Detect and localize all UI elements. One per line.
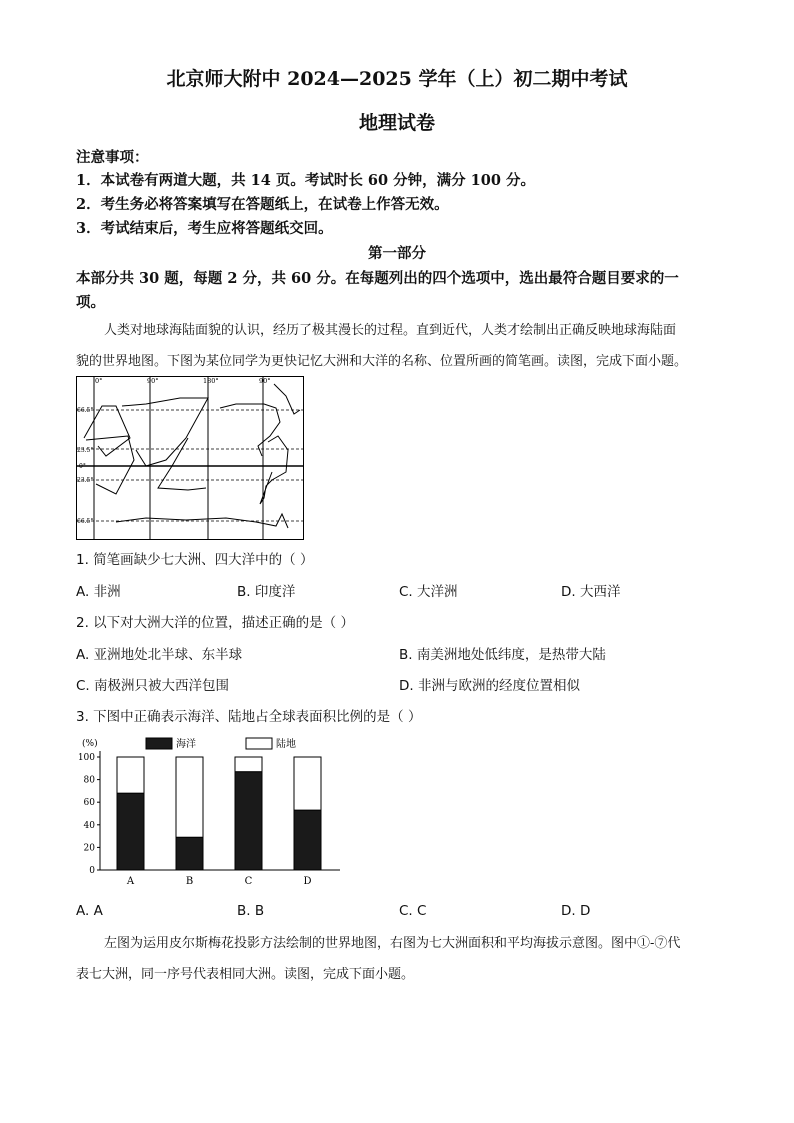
lon-label-90w: 90° xyxy=(259,377,271,385)
lon-label-90e: 90° xyxy=(147,377,159,385)
part1-instruction-line1: 本部分共 30 题，每题 2 分，共 60 分。在每题列出的四个选项中，选出最符合题目要求的一 xyxy=(76,270,679,287)
legend-swatch-1 xyxy=(246,738,272,749)
lon-label-180: 180° xyxy=(203,377,219,385)
y-tick-label-40: 40 xyxy=(83,820,95,831)
q3-option-b[interactable]: B. B xyxy=(237,903,265,919)
bar-B-1 xyxy=(176,757,203,837)
x-tick-label-D: D xyxy=(303,876,312,887)
q2-option-b[interactable]: B. 南美洲地处低纬度，是热带大陆 xyxy=(399,647,606,663)
bar-A-1 xyxy=(117,757,144,793)
sketch-world-map xyxy=(76,376,304,540)
q1-option-a[interactable]: A. 非洲 xyxy=(76,584,121,600)
q3-option-d[interactable]: D. D xyxy=(561,903,591,919)
notice-heading: 注意事项： xyxy=(76,149,149,166)
map-frame xyxy=(77,377,304,540)
q1-option-d[interactable]: D. 大西洋 xyxy=(561,584,621,600)
exam-subtitle: 地理试卷 xyxy=(358,112,435,134)
bar-A-0 xyxy=(117,793,144,870)
notice-item-1: 1．本试卷有两道大题，共 14 页。考试时长 60 分钟，满分 100 分。 xyxy=(76,172,535,189)
q1-option-c[interactable]: C. 大洋洲 xyxy=(399,584,458,600)
q1-option-b[interactable]: B. 印度洋 xyxy=(237,584,296,600)
lat-label-66s: 66.5° xyxy=(77,518,94,525)
y-tick-label-100: 100 xyxy=(77,753,95,763)
part1-heading: 第一部分 xyxy=(368,245,426,262)
lon-label-0: 0° xyxy=(95,377,103,385)
intro2-line1: 左图为运用皮尔斯梅花投影方法绘制的世界地图，右图为七大洲面积和平均海拔示意图。图中①-⑦代 xyxy=(104,936,681,951)
intro2-line2: 表七大洲，同一序号代表相同大洲。读图，完成下面小题。 xyxy=(76,967,415,982)
part1-instruction-line2: 项。 xyxy=(76,294,105,311)
legend-swatch-0 xyxy=(146,738,172,749)
legend-label-0: 海洋 xyxy=(176,739,196,750)
ocean-land-chart xyxy=(76,732,346,892)
lat-label-0: 0° xyxy=(79,463,86,470)
x-tick-label-C: C xyxy=(244,876,253,887)
intro1-line1: 人类对地球海陆面貌的认识，经历了极其漫长的过程。直到近代，人类才绘制出正确反映地球海陆面 xyxy=(104,323,677,338)
y-tick-label-20: 20 xyxy=(83,843,95,854)
q3-stem: 3. 下图中正确表示海洋、陆地占全球表面积比例的是（ ） xyxy=(76,709,422,725)
y-tick-label-80: 80 xyxy=(83,775,95,786)
notice-item-3: 3．考试结束后，考生应将答题纸交回。 xyxy=(76,220,333,237)
y-tick-label-60: 60 xyxy=(83,798,95,809)
q3-option-a[interactable]: A. A xyxy=(76,903,103,919)
bar-D-1 xyxy=(294,757,321,810)
lat-label-23n: 23.5° xyxy=(77,447,94,454)
legend-label-1: 陆地 xyxy=(276,739,296,750)
x-tick-label-A: A xyxy=(126,876,135,887)
q2-option-c[interactable]: C. 南极洲只被大西洋包围 xyxy=(76,678,230,694)
bar-C-1 xyxy=(235,757,262,772)
y-axis-label: (%) xyxy=(82,739,98,749)
q2-stem: 2. 以下对大洲大洋的位置，描述正确的是（ ） xyxy=(76,615,354,631)
q3-option-c[interactable]: C. C xyxy=(399,903,427,919)
lat-label-66n: 66.5° xyxy=(77,407,94,414)
exam-title: 北京师大附中 2024—2025 学年（上）初二期中考试 xyxy=(166,68,628,90)
x-tick-label-B: B xyxy=(185,876,194,887)
notice-item-2: 2．考生务必将答案填写在答题纸上，在试卷上作答无效。 xyxy=(76,196,449,213)
bar-C-0 xyxy=(235,772,262,870)
q1-stem: 1. 简笔画缺少七大洲、四大洋中的（ ） xyxy=(76,552,314,568)
intro1-line2: 貌的世界地图。下图为某位同学为更快记忆大洲和大洋的名称、位置所画的简笔画。读图，完成下面小题。 xyxy=(76,354,688,369)
q2-option-a[interactable]: A. 亚洲地处北半球、东半球 xyxy=(76,647,243,663)
q2-option-d[interactable]: D. 非洲与欧洲的经度位置相似 xyxy=(399,678,580,694)
bar-D-0 xyxy=(294,810,321,870)
bar-B-0 xyxy=(176,837,203,870)
lat-label-23s: 23.5° xyxy=(77,477,94,484)
y-tick-label-0: 0 xyxy=(89,866,95,876)
